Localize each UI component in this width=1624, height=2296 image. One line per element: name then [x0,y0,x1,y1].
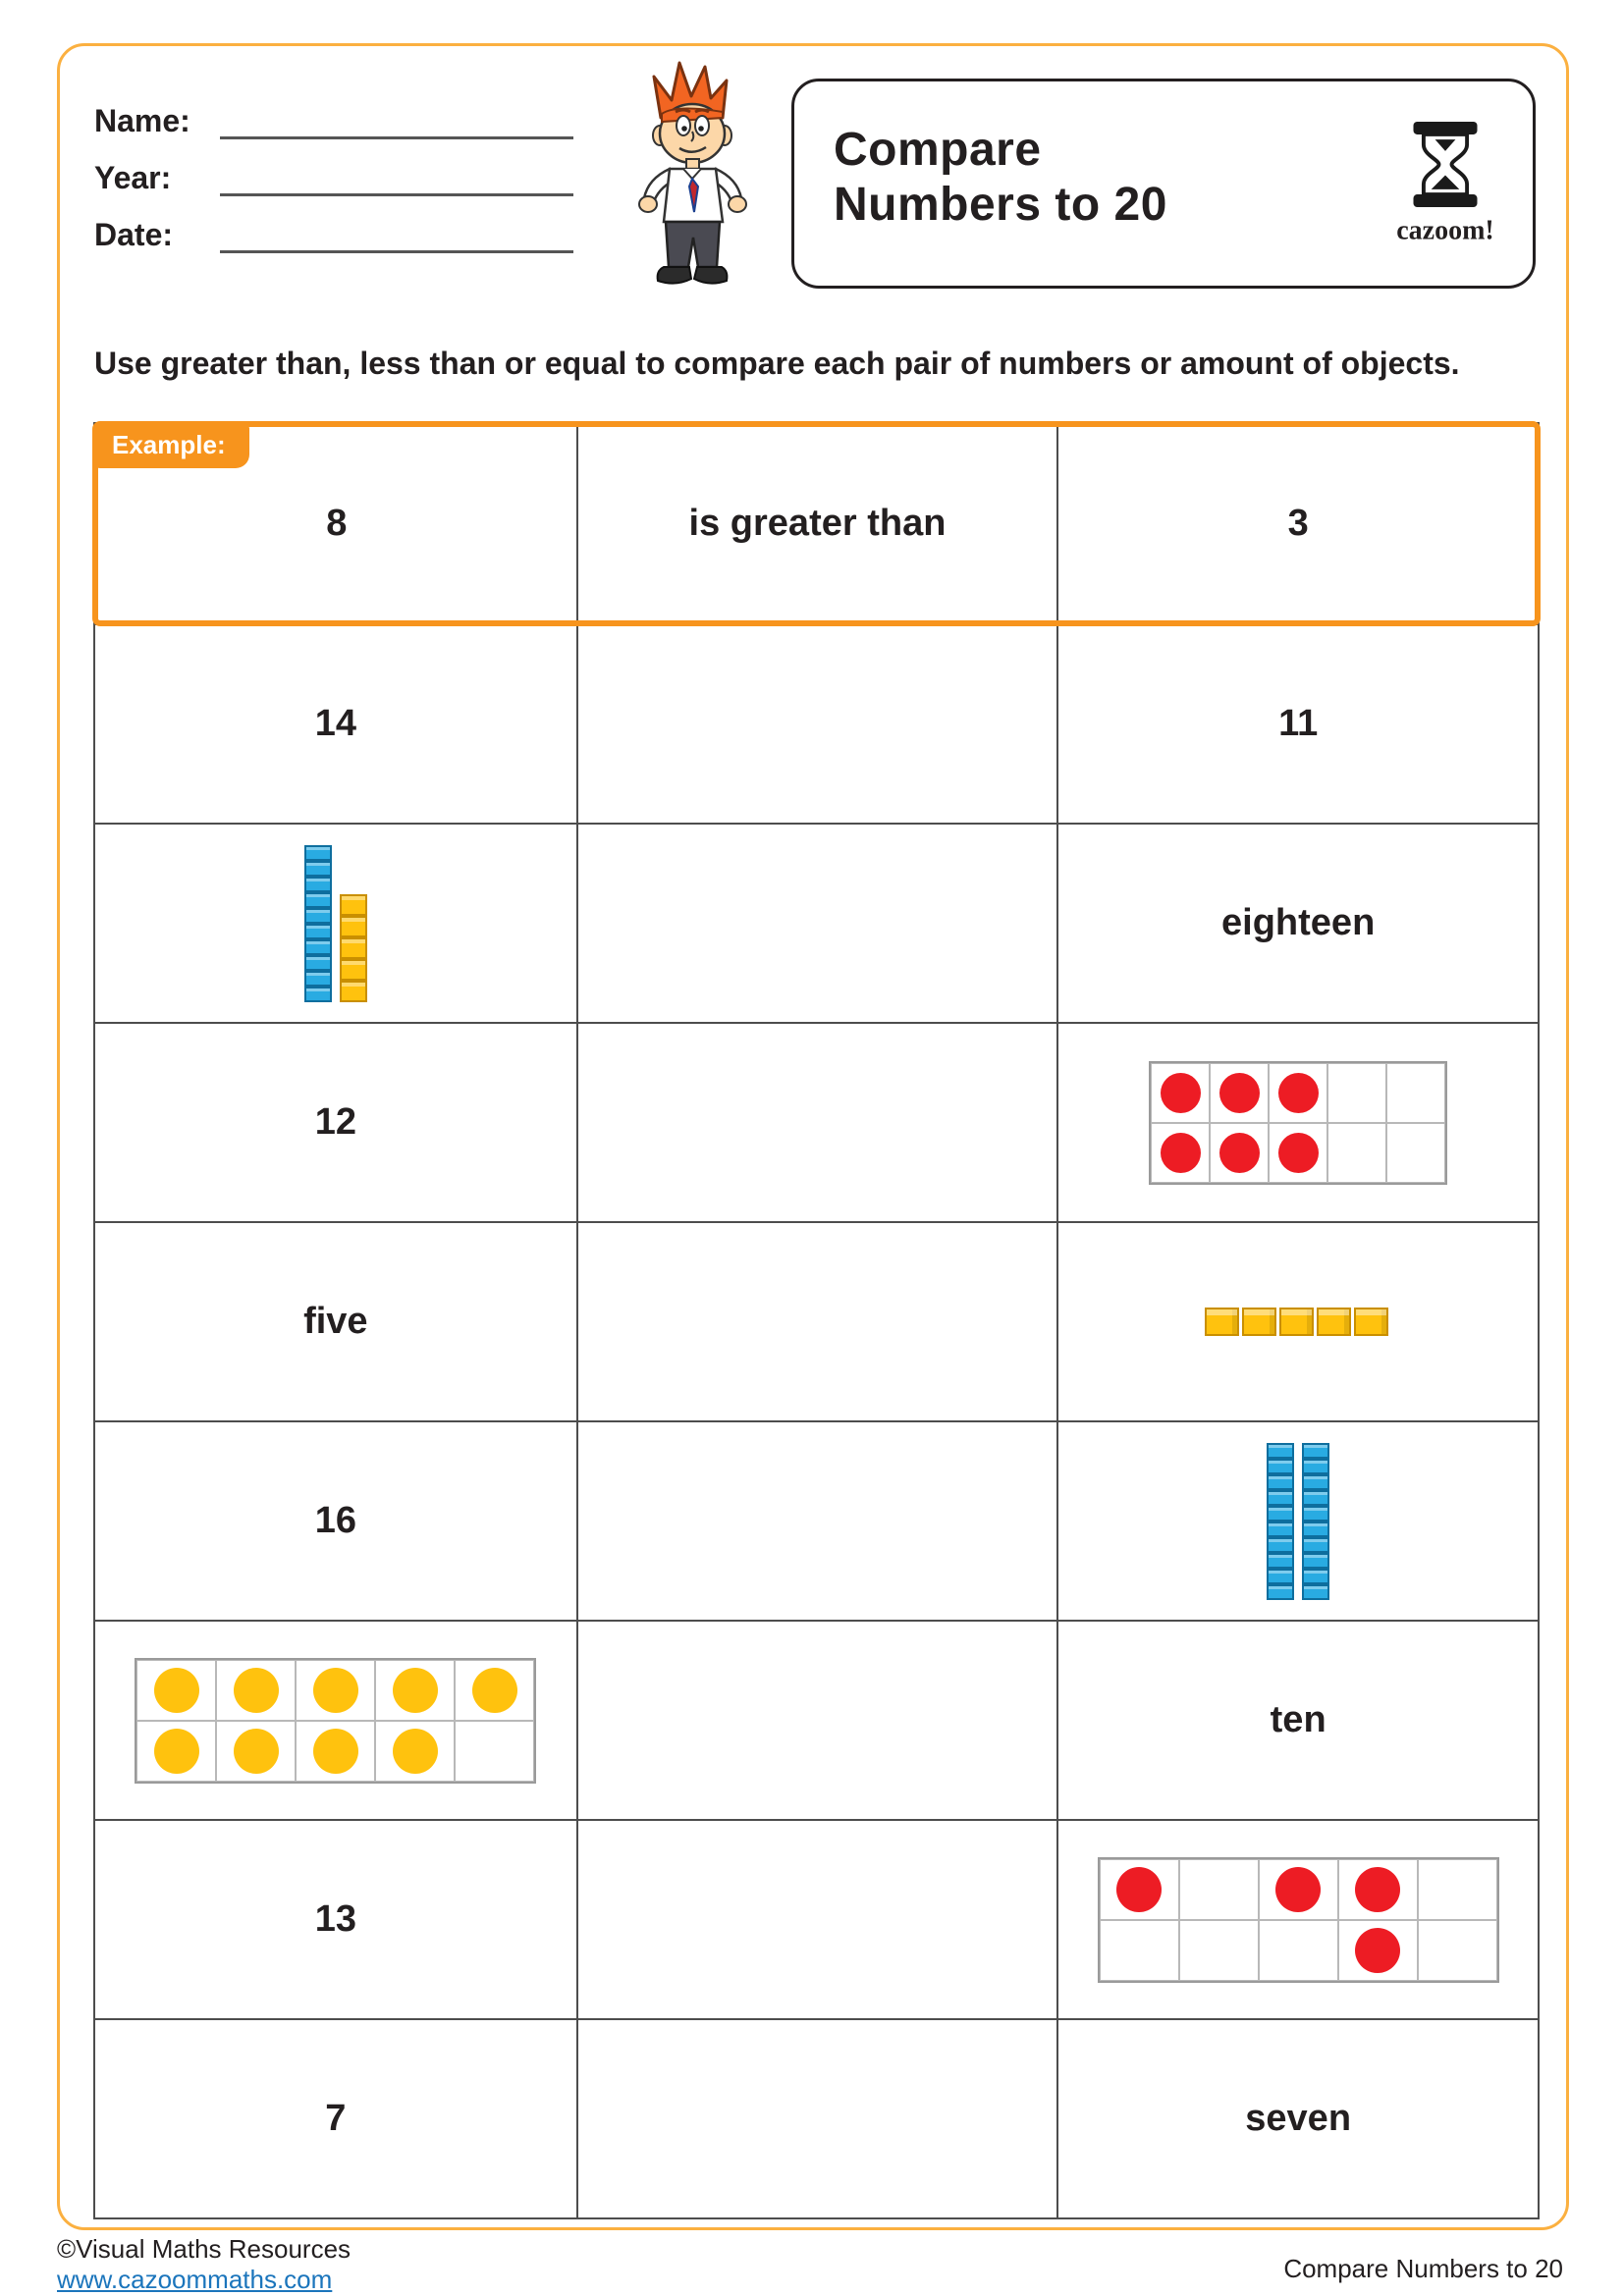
red-counter-dot [1275,1867,1321,1912]
red-counter-dot [1219,1073,1260,1113]
table-row [95,1221,1538,1420]
blue-cube [1267,1474,1294,1490]
yellow-counter-dot [154,1668,199,1713]
blue-cube [1267,1553,1294,1569]
yellow-cube [1354,1308,1388,1336]
ten-frame-cell [1100,1859,1179,1920]
blue-cube [304,861,332,877]
red-counter-dot [1161,1073,1201,1113]
yellow-cube [1242,1308,1276,1336]
blue-cube [1302,1569,1329,1584]
blue-cube [1302,1474,1329,1490]
cell-value-text: seven [1245,2098,1352,2139]
example-row [95,424,1538,623]
table-row [95,1819,1538,2018]
blue-cube [1302,1584,1329,1600]
ten-frame-cell [1210,1123,1269,1183]
blue-cube [1302,1553,1329,1569]
comparison-answer-cell[interactable] [576,825,1057,1022]
right-value-cell [1056,825,1538,1022]
ten-frame-cell [296,1721,375,1782]
example-tag: Example: [94,423,249,468]
yellow-counter-dot [234,1668,279,1713]
cell-value-text: 11 [1278,703,1319,744]
blue-cube [1302,1459,1329,1474]
table-row [95,1420,1538,1620]
hourglass-icon [1407,121,1484,209]
right-value-cell [1056,625,1538,823]
blue-cube [1302,1490,1329,1506]
blue-cube [1267,1584,1294,1600]
left-value-cell [95,2020,576,2217]
instruction-text: Use greater than, less than or equal to compare each pair of numbers or amount of objects. [94,346,1460,381]
ten-frame-cell [1259,1920,1338,1981]
ten-frame-cell [1386,1063,1445,1123]
ten-frame-cell [216,1660,296,1721]
blue-cube [304,939,332,955]
left-value-cell [95,825,576,1022]
ten-frame [1149,1061,1447,1185]
date-field [94,210,573,253]
cell-value-text: ten [1270,1699,1326,1740]
left-value-cell [95,1821,576,2018]
name-field [94,96,573,139]
base-ten-cube-towers [304,845,367,1002]
ten-frame-cell [1151,1063,1210,1123]
date-label: Date: [94,217,174,252]
ten-frame [135,1658,536,1784]
left-value-cell [95,1622,576,1819]
ten-frame [1098,1857,1499,1983]
comparison-answer-cell[interactable] [576,625,1057,823]
title-box [791,79,1536,289]
student-fields [94,96,573,267]
blue-cube [304,892,332,908]
table-row [95,2018,1538,2217]
yellow-counter-dot [234,1729,279,1774]
ten-frame-cell [1151,1123,1210,1183]
yellow-cube [1205,1308,1239,1336]
yellow-cube [340,916,367,937]
comparison-answer-cell[interactable] [576,1223,1057,1420]
ten-frame-cell [1269,1123,1327,1183]
ten-frame-cell [136,1660,216,1721]
comparison-answer-cell[interactable] [576,1821,1057,2018]
blue-cube-tower [304,845,332,1002]
ten-frame-cell [1338,1859,1418,1920]
ten-frame-cell [375,1721,455,1782]
footer-doc-title: Compare Numbers to 20 [1283,2254,1563,2283]
title-line-1: Compare [834,124,1042,176]
yellow-counter-dot [393,1729,438,1774]
left-value-cell [95,1422,576,1620]
mascot-boy-illustration [607,57,779,302]
comparison-text: is greater than [688,503,947,544]
blue-cube [304,924,332,939]
cell-value-text: 13 [314,1898,356,1940]
blue-cube [1267,1490,1294,1506]
ten-frame-cell [1179,1859,1259,1920]
blue-cube [1302,1522,1329,1537]
left-value-cell [95,625,576,823]
comparison-answer-cell[interactable] [576,424,1057,623]
blue-cube [1267,1459,1294,1474]
blue-cube [304,971,332,987]
yellow-counter-dot [472,1668,517,1713]
year-write-line[interactable] [220,161,573,196]
red-counter-dot [1161,1133,1201,1173]
ten-frame-cell [136,1721,216,1782]
cazoom-logo [1391,121,1499,247]
ten-frame-cell [1327,1063,1386,1123]
yellow-cube [340,937,367,959]
left-value-cell [95,1223,576,1420]
table-row [95,1022,1538,1221]
red-counter-dot [1219,1133,1260,1173]
blue-cube-tower [1302,1443,1329,1600]
blue-cube-tower [1267,1443,1294,1600]
ten-frame-cell [1386,1123,1445,1183]
right-value-cell [1056,2020,1538,2217]
ten-frame-cell [375,1660,455,1721]
comparison-answer-cell[interactable] [576,1422,1057,1620]
ten-frame-cell [1210,1063,1269,1123]
yellow-counter-dot [313,1668,358,1713]
cell-value-text: 8 [326,503,348,544]
right-value-cell [1056,1821,1538,2018]
yellow-cube [1279,1308,1314,1336]
cell-value-text: 12 [314,1101,356,1143]
blue-cube [1267,1443,1294,1459]
blue-cube [1302,1443,1329,1459]
ten-frame-cell [1327,1123,1386,1183]
name-label: Name: [94,103,190,138]
comparison-answer-cell[interactable] [576,1622,1057,1819]
ten-frame-cell [1418,1859,1497,1920]
comparison-answer-cell[interactable] [576,2020,1057,2217]
blue-cube [1302,1506,1329,1522]
logo-wordmark: cazoom! [1396,215,1494,246]
base-ten-cube-towers [1267,1443,1329,1600]
website-link[interactable]: www.cazoommaths.com [57,2265,333,2295]
footer-left [57,2234,351,2295]
red-counter-dot [1278,1133,1319,1173]
yellow-cube [340,959,367,981]
red-counter-dot [1355,1867,1400,1912]
yellow-counter-dot [154,1729,199,1774]
right-value-cell [1056,1223,1538,1420]
worksheet-title [834,123,1167,233]
copyright-text: ©Visual Maths Resources [57,2234,352,2264]
cell-value-text: 16 [314,1500,356,1541]
table-row [95,823,1538,1022]
ten-frame-cell [296,1660,375,1721]
ten-frame-cell [1179,1920,1259,1981]
cell-value-text: 3 [1287,503,1309,544]
comparison-answer-cell[interactable] [576,1024,1057,1221]
right-value-cell [1056,1622,1538,1819]
table-row [95,1620,1538,1819]
ten-frame-cell [1259,1859,1338,1920]
right-value-cell [1056,1024,1538,1221]
yellow-counter-dot [313,1729,358,1774]
blue-cube [304,987,332,1002]
blue-cube [1267,1537,1294,1553]
red-counter-dot [1116,1867,1162,1912]
ten-frame-cell [216,1721,296,1782]
ten-frame-cell [1269,1063,1327,1123]
blue-cube [1267,1506,1294,1522]
red-counter-dot [1355,1928,1400,1973]
blue-cube [304,955,332,971]
right-value-cell [1056,1422,1538,1620]
cell-value-text: eighteen [1221,902,1376,943]
cell-value-text: 14 [314,703,356,744]
blue-cube [304,908,332,924]
cube-row [1205,1308,1391,1336]
blue-cube [1267,1522,1294,1537]
table-row [95,623,1538,823]
yellow-cube [340,981,367,1002]
blue-cube [1267,1569,1294,1584]
ten-frame-cell [455,1660,534,1721]
left-value-cell [95,1024,576,1221]
title-line-2: Numbers to 20 [834,179,1167,232]
cell-value-text: 7 [325,2098,347,2139]
ten-frame-cell [1418,1920,1497,1981]
cell-value-text: five [303,1301,368,1342]
ten-frame-cell [455,1721,534,1782]
name-write-line[interactable] [220,104,573,139]
yellow-cube [1317,1308,1351,1336]
date-write-line[interactable] [220,218,573,253]
ten-frame-cell [1338,1920,1418,1981]
comparison-table [93,422,1540,2219]
year-label: Year: [94,160,172,195]
blue-cube [1302,1537,1329,1553]
ten-frame-cell [1100,1920,1179,1981]
right-value-cell [1056,424,1538,623]
yellow-cube-tower [340,894,367,1002]
yellow-counter-dot [393,1668,438,1713]
mascot-svg [607,57,779,302]
blue-cube [304,845,332,861]
yellow-cube [340,894,367,916]
red-counter-dot [1278,1073,1319,1113]
blue-cube [304,877,332,892]
year-field [94,153,573,196]
